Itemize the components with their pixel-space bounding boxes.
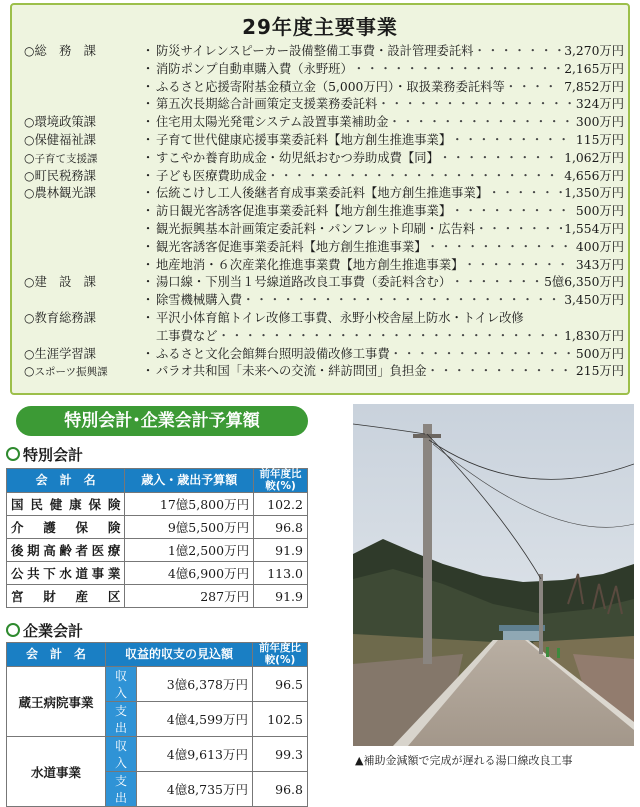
account-name: 宮財産区 bbox=[7, 585, 125, 608]
revenue-ratio: 99.3 bbox=[253, 737, 308, 772]
leader-dots bbox=[427, 239, 574, 257]
department-spacer bbox=[24, 257, 140, 275]
column-header: 前年度比較(%) bbox=[254, 469, 308, 493]
project-text: 子育て世代健康応援事業委託料【地方創生推進事業】 bbox=[156, 132, 452, 147]
revenue-amount: 3億6,378万円 bbox=[137, 667, 253, 702]
project-description bbox=[156, 239, 574, 257]
leader-dots bbox=[377, 96, 574, 114]
account-name: 水道事業 bbox=[7, 737, 106, 807]
table-row bbox=[7, 493, 308, 516]
major-projects-title: 29年度主要事業 bbox=[242, 15, 398, 39]
revenue-label: 収入 bbox=[106, 667, 137, 702]
expenditure-amount: 4億4,599万円 bbox=[137, 702, 253, 737]
project-row bbox=[24, 43, 624, 61]
project-text: すこやか養育助成金・幼児紙おむつ券助成費【同】 bbox=[156, 150, 439, 165]
project-amount: 1,830万円 bbox=[564, 328, 624, 343]
project-amount: 324万円 bbox=[575, 97, 624, 112]
project-description bbox=[156, 328, 562, 346]
project-amount: 500万円 bbox=[575, 346, 624, 361]
bullet: ・ bbox=[141, 310, 155, 325]
project-text: 地産地消・６次産業化推進事業費【地方創生推進事業】 bbox=[156, 257, 464, 272]
column-header: 会 計 名 bbox=[7, 643, 106, 667]
project-description bbox=[156, 292, 562, 310]
project-description bbox=[156, 310, 622, 328]
department-spacer bbox=[24, 79, 140, 97]
circle-icon: ○ bbox=[24, 168, 35, 183]
leader-dots bbox=[218, 328, 563, 346]
leader-dots bbox=[475, 221, 562, 239]
project-description bbox=[156, 61, 562, 79]
table-row bbox=[7, 516, 308, 539]
project-description bbox=[156, 185, 562, 203]
account-name: 後期高齢者医療 bbox=[7, 539, 125, 562]
project-row bbox=[24, 363, 624, 381]
department-name: ○環境政策課 bbox=[24, 115, 96, 130]
expenditure-amount: 4億8,735万円 bbox=[137, 772, 253, 807]
project-text: 伝統こけし工人後継者育成事業委託料【地方創生推進事業】 bbox=[156, 186, 489, 201]
project-row bbox=[24, 310, 624, 328]
budget-amount: 287万円 bbox=[125, 585, 254, 608]
project-row bbox=[24, 168, 624, 186]
project-amount: 115万円 bbox=[575, 132, 624, 147]
bullet: ・ bbox=[141, 239, 155, 254]
account-name: 介護保険 bbox=[7, 516, 125, 539]
project-amount: 3,270万円 bbox=[564, 44, 624, 58]
table-row bbox=[7, 737, 308, 772]
project-amount: 2,165万円 bbox=[564, 61, 624, 76]
project-description bbox=[156, 79, 562, 97]
leader-dots bbox=[451, 274, 542, 292]
table-header-row bbox=[7, 643, 308, 667]
project-text: 第五次長期総合計画策定支援業務委託料 bbox=[156, 97, 378, 112]
special-accounts-table bbox=[6, 468, 308, 608]
project-row bbox=[24, 274, 624, 292]
project-row bbox=[24, 257, 624, 275]
leader-dots bbox=[473, 43, 562, 61]
revenue-ratio: 96.5 bbox=[253, 667, 308, 702]
project-text: 除雪機械購入費 bbox=[156, 293, 243, 308]
project-amount: 3,450万円 bbox=[564, 293, 624, 308]
project-row bbox=[24, 96, 624, 114]
department-name: ○保健福祉課 bbox=[24, 132, 96, 147]
project-text: 平沢小体育館トイレ改修工事費、永野小校舎屋上防水・トイレ改修 bbox=[156, 310, 524, 325]
department-name: ○建 設 課 bbox=[24, 275, 96, 290]
leader-dots bbox=[388, 114, 574, 132]
circle-icon: ○ bbox=[24, 44, 35, 58]
project-description bbox=[156, 150, 562, 168]
year-over-year-ratio: 91.9 bbox=[254, 539, 308, 562]
project-amount: 4,656万円 bbox=[564, 168, 624, 183]
road-construction-photo bbox=[353, 404, 634, 746]
accounts-banner: 特別会計･企業会計予算額 bbox=[16, 406, 308, 436]
bullet: ・ bbox=[141, 115, 155, 130]
bullet: ・ bbox=[141, 168, 155, 183]
project-row bbox=[24, 221, 624, 239]
project-amount bbox=[622, 310, 624, 328]
circle-icon: ○ bbox=[24, 364, 35, 379]
bullet: ・ bbox=[141, 275, 155, 290]
leader-dots bbox=[463, 257, 573, 275]
circle-icon: ○ bbox=[24, 115, 35, 130]
project-description bbox=[156, 203, 574, 221]
bullet: ・ bbox=[141, 346, 155, 361]
project-amount: 500万円 bbox=[575, 204, 624, 219]
project-text: 観光振興基本計画策定委託料・パンフレット印刷・広告料 bbox=[156, 221, 476, 236]
department-spacer bbox=[24, 61, 140, 79]
project-text: 防災サイレンスピーカー設備整備工事費・設計管理委託料 bbox=[156, 44, 474, 58]
leader-dots bbox=[267, 168, 563, 186]
department-name: ○スポーツ振興課 bbox=[24, 364, 108, 379]
table-row bbox=[7, 539, 308, 562]
leader-dots bbox=[353, 61, 562, 79]
project-row bbox=[24, 203, 624, 221]
circle-icon: ○ bbox=[24, 186, 35, 201]
account-name: 公共下水道事業 bbox=[7, 562, 125, 585]
project-amount: 5億6,350万円 bbox=[544, 275, 624, 290]
leader-dots bbox=[451, 132, 574, 150]
account-name: 蔵王病院事業 bbox=[7, 667, 106, 737]
bullet: ・ bbox=[141, 44, 155, 58]
department-spacer bbox=[24, 221, 140, 239]
account-name: 国民健康保険 bbox=[7, 493, 125, 516]
year-over-year-ratio: 102.2 bbox=[254, 493, 308, 516]
column-header: 前年度比較(%) bbox=[253, 643, 308, 667]
budget-amount: 1億2,500万円 bbox=[125, 539, 254, 562]
table-row bbox=[7, 585, 308, 608]
bullet: ・ bbox=[141, 61, 155, 76]
project-row bbox=[24, 328, 624, 346]
department-spacer bbox=[24, 239, 140, 257]
project-text: 訪日観光客誘客促進事業委託料【地方創生推進事業】 bbox=[156, 204, 452, 219]
project-text: 湯口線・下別当１号線道路改良工事費（委託料含む） bbox=[156, 275, 452, 290]
expenditure-ratio: 96.8 bbox=[253, 772, 308, 807]
project-row bbox=[24, 79, 624, 97]
project-row bbox=[24, 61, 624, 79]
project-description bbox=[156, 114, 574, 132]
project-row bbox=[24, 346, 624, 364]
enterprise-accounts-heading: 企業会計 bbox=[6, 620, 83, 641]
project-description bbox=[156, 43, 562, 61]
project-text: 観光客誘客促進事業委託料【地方創生推進事業】 bbox=[156, 239, 427, 254]
photo-caption: ▲補助金減額で完成が遅れる湯口線改良工事 bbox=[355, 754, 573, 767]
expenditure-label: 支出 bbox=[106, 772, 137, 807]
department-spacer bbox=[24, 292, 140, 310]
department-name: ○農林観光課 bbox=[24, 186, 96, 201]
department-spacer bbox=[24, 203, 140, 221]
bullet: ・ bbox=[141, 293, 155, 308]
project-description bbox=[156, 221, 562, 239]
project-description bbox=[156, 363, 574, 381]
project-amount: 300万円 bbox=[575, 115, 624, 130]
leader-dots bbox=[488, 185, 562, 203]
table-row bbox=[7, 562, 308, 585]
bullet: ・ bbox=[141, 150, 155, 165]
project-text: 工事費など bbox=[156, 328, 218, 343]
leader-dots bbox=[505, 79, 562, 97]
department-name: ○子育て支援課 bbox=[24, 150, 98, 165]
department-name: ○生涯学習課 bbox=[24, 346, 96, 361]
project-row bbox=[24, 132, 624, 150]
project-description bbox=[156, 274, 542, 292]
column-header: 会 計 名 bbox=[7, 469, 125, 493]
bullet: ・ bbox=[141, 204, 155, 219]
major-projects-box bbox=[10, 3, 630, 395]
year-over-year-ratio: 91.9 bbox=[254, 585, 308, 608]
department-name: ○教育総務課 bbox=[24, 310, 96, 325]
bullet: ・ bbox=[141, 132, 155, 147]
leader-dots bbox=[439, 150, 562, 168]
circle-icon: ○ bbox=[24, 150, 35, 165]
project-list bbox=[24, 43, 624, 381]
column-header: 収益的収支の見込額 bbox=[106, 643, 253, 667]
bullet: ・ bbox=[141, 257, 155, 272]
bullet: ・ bbox=[141, 79, 155, 94]
department-spacer bbox=[24, 328, 140, 346]
leader-dots bbox=[451, 203, 574, 221]
project-text: 消防ポンプ自動車購入費（永野班） bbox=[156, 61, 353, 76]
project-row bbox=[24, 292, 624, 310]
project-amount: 7,852万円 bbox=[564, 79, 624, 94]
project-description bbox=[156, 168, 562, 186]
revenue-amount: 4億9,613万円 bbox=[137, 737, 253, 772]
circle-icon: ○ bbox=[24, 275, 35, 290]
table-header-row bbox=[7, 469, 308, 493]
bullet: ・ bbox=[141, 221, 155, 236]
project-amount: 215万円 bbox=[575, 364, 624, 379]
project-amount: 1,062万円 bbox=[564, 150, 624, 165]
circle-icon: ○ bbox=[24, 132, 35, 147]
project-row bbox=[24, 239, 624, 257]
project-text: パラオ共和国「未来への交流・絆訪問団」負担金 bbox=[156, 364, 427, 379]
revenue-label: 収入 bbox=[106, 737, 137, 772]
department-name: ○総 務 課 bbox=[24, 44, 96, 58]
year-over-year-ratio: 113.0 bbox=[254, 562, 308, 585]
circle-icon: ○ bbox=[24, 310, 35, 325]
year-over-year-ratio: 96.8 bbox=[254, 516, 308, 539]
project-row bbox=[24, 150, 624, 168]
circle-icon: ○ bbox=[24, 346, 35, 361]
project-row bbox=[24, 185, 624, 203]
department-spacer bbox=[24, 96, 140, 114]
circle-icon bbox=[6, 623, 20, 637]
leader-dots bbox=[242, 292, 562, 310]
bullet: ・ bbox=[141, 364, 155, 379]
project-description bbox=[156, 96, 574, 114]
project-text: 住宅用太陽光発電システム設置事業補助金 bbox=[156, 115, 389, 130]
project-text: ふるさと文化会館舞台照明設備改修工事費 bbox=[156, 346, 390, 361]
expenditure-ratio: 102.5 bbox=[253, 702, 308, 737]
leader-dots bbox=[390, 346, 574, 364]
expenditure-label: 支出 bbox=[106, 702, 137, 737]
project-description bbox=[156, 257, 574, 275]
column-header: 歳入・歳出予算額 bbox=[125, 469, 254, 493]
enterprise-accounts-table bbox=[6, 642, 308, 807]
project-amount: 1,554万円 bbox=[564, 221, 624, 236]
project-text: 子ども医療費助成金 bbox=[156, 168, 267, 183]
bullet: ・ bbox=[141, 186, 155, 201]
project-amount: 1,350万円 bbox=[564, 186, 624, 201]
budget-amount: 17億5,800万円 bbox=[125, 493, 254, 516]
budget-amount: 4億6,900万円 bbox=[125, 562, 254, 585]
department-name: ○町民税務課 bbox=[24, 168, 96, 183]
bullet bbox=[140, 328, 156, 346]
circle-icon bbox=[6, 447, 20, 461]
bullet: ・ bbox=[141, 97, 155, 112]
budget-amount: 9億5,500万円 bbox=[125, 516, 254, 539]
project-description bbox=[156, 346, 574, 364]
project-description bbox=[156, 132, 574, 150]
project-row bbox=[24, 114, 624, 132]
project-text: ふるさと応援寄附基金積立金（5,000万円）・取扱業務委託料等 bbox=[156, 79, 505, 94]
project-amount: 400万円 bbox=[575, 239, 624, 254]
project-amount: 343万円 bbox=[575, 257, 624, 272]
special-accounts-heading: 特別会計 bbox=[6, 444, 83, 465]
table-row bbox=[7, 667, 308, 702]
leader-dots bbox=[427, 363, 574, 381]
